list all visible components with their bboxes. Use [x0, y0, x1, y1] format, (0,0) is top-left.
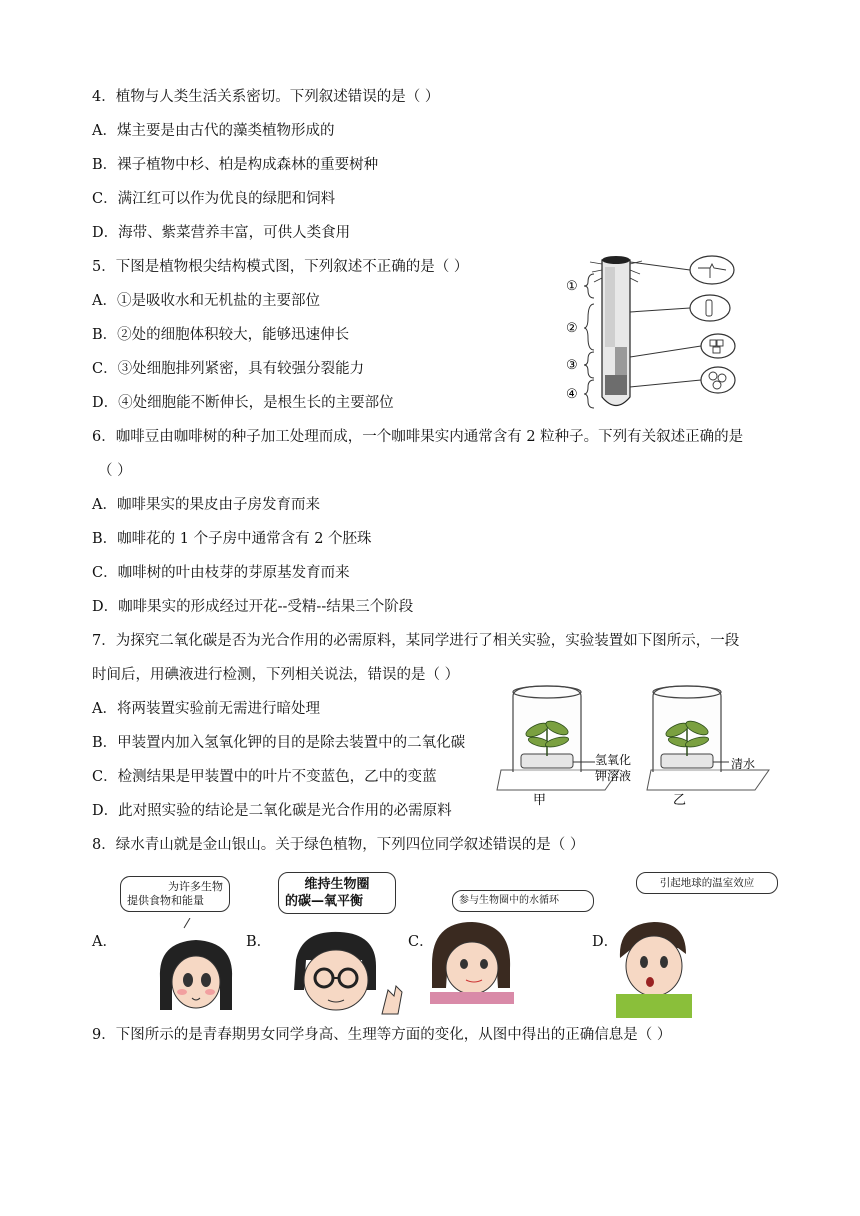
q8-option-d-label: D． [592, 934, 619, 950]
q6-stem-line2: （ ） [98, 463, 132, 479]
root-label-4: ④ [566, 387, 578, 402]
bubble-d-line1: 引起地球的温室效应 [659, 877, 755, 889]
q7-option-c: C．检测结果是甲装置中的叶片不变蓝色，乙中的变蓝 [92, 769, 437, 785]
q7-option-a: A．将两装置实验前无需进行暗处理 [92, 701, 320, 717]
bubble-a-line2: 提供食物和能量 [127, 894, 204, 907]
speech-bubble-a [120, 876, 230, 912]
bubble-b-line2: 的碳—氧平衡 [285, 894, 364, 909]
q5-option-d: D．④处细胞能不断伸长，是根生长的主要部位 [92, 395, 394, 411]
q6-option-b: B．咖啡花的 1 个子房中通常含有 2 个胚珠 [92, 531, 372, 547]
q5-stem: 5．下图是植物根尖结构模式图，下列叙述不正确的是（ ） [92, 259, 469, 275]
q6-option-a: A．咖啡果实的果皮由子房发育而来 [92, 497, 320, 513]
q8-option-c-label: C． [408, 934, 434, 950]
q8-stem: 8．绿水青山就是金山银山。关于绿色植物，下列四位同学叙述错误的是（ ） [92, 837, 585, 853]
root-label-3: ③ [566, 358, 578, 373]
q7-option-b: B．甲装置内加入氢氧化钾的目的是除去装置中的二氧化碳 [92, 735, 466, 751]
apparatus-label-b: 乙 [673, 793, 687, 808]
solution-b-label: 清水 [731, 757, 756, 771]
bubble-c-line1: 参与生物圈中的水循环 [459, 895, 559, 906]
student-c-illustration [430, 918, 514, 1004]
q7-stem-line1: 7．为探究二氧化碳是否为光合作用的必需原料，某同学进行了相关实验，实验装置如下图所示，一段 [92, 633, 740, 649]
q5-option-c: C．③处细胞排列紧密，具有较强分裂能力 [92, 361, 365, 377]
apparatus-label-a: 甲 [533, 793, 547, 808]
experiment-figure [495, 682, 775, 810]
q4-stem: 4．植物与人类生活关系密切。下列叙述错误的是（ ） [92, 89, 440, 105]
q7-option-d: D．此对照实验的结论是二氧化碳是光合作用的必需原料 [92, 803, 452, 819]
speech-bubble-c [452, 890, 594, 912]
solution-a-label-line2: 钾溶液 [595, 769, 632, 783]
solution-a-label-line1: 氢氧化 [595, 753, 632, 767]
speech-bubble-b [278, 872, 396, 914]
q4-option-a: A．煤主要是由古代的藻类植物形成的 [92, 123, 335, 139]
root-label-2: ② [566, 321, 578, 336]
q4-option-d: D．海带、紫菜营养丰富，可供人类食用 [92, 225, 351, 241]
q6-stem-line1: 6．咖啡豆由咖啡树的种子加工处理而成，一个咖啡果实内通常含有 2 粒种子。下列有关叙述正确的是 [92, 429, 744, 445]
bubble-a-line1: 为许多生物 [168, 880, 223, 893]
q9-stem: 9．下图所示的是青春期男女同学身高、生理等方面的变化，从图中得出的正确信息是（ ） [92, 1027, 672, 1043]
q5-option-b: B．②处的细胞体积较大，能够迅速伸长 [92, 327, 350, 343]
root-label-1: ① [566, 279, 578, 294]
student-b-illustration [290, 930, 410, 1016]
student-a-illustration [150, 918, 246, 1014]
student-d-illustration [612, 918, 696, 1018]
bubble-b-line1: 维持生物圈 [304, 877, 370, 892]
speech-bubble-d [636, 872, 778, 894]
q5-option-a: A．①是吸收水和无机盐的主要部位 [92, 293, 320, 309]
q7-stem-line2: 时间后，用碘液进行检测，下列相关说法，错误的是（ ） [92, 667, 460, 683]
q6-option-d: D．咖啡果实的形成经过开花--受精--结果三个阶段 [92, 599, 414, 615]
q8-option-b-label: B． [246, 934, 272, 950]
q6-option-c: C．咖啡树的叶由枝芽的芽原基发育而来 [92, 565, 350, 581]
q4-option-c: C．满江红可以作为优良的绿肥和饲料 [92, 191, 336, 207]
q4-option-b: B．裸子植物中杉、柏是构成森林的重要树种 [92, 157, 379, 173]
root-tip-figure [560, 252, 745, 414]
q8-option-a-label: A． [92, 934, 117, 950]
